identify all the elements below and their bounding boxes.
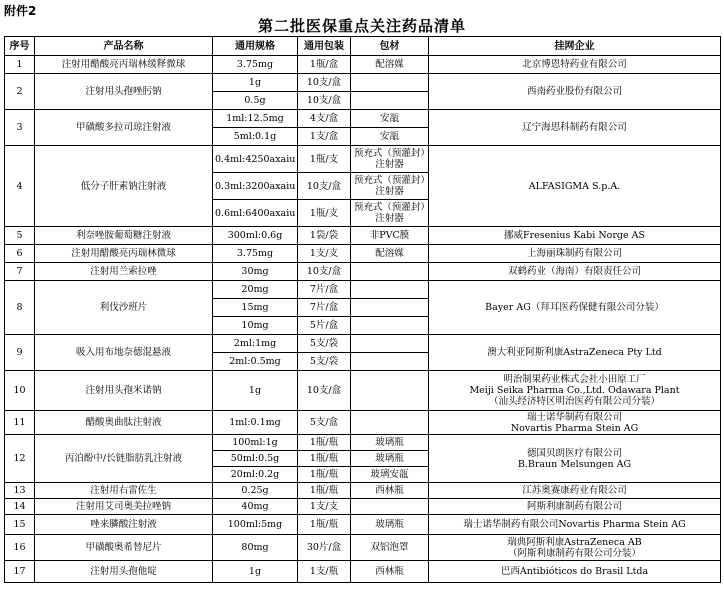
material-cell	[351, 411, 429, 435]
company-cell	[429, 146, 721, 227]
material-cell: 玻璃瓶	[351, 451, 429, 467]
table-row	[5, 411, 721, 435]
pack-cell: 10支/盒	[298, 92, 351, 110]
pack-cell: 10支/盒	[298, 371, 351, 411]
header-company: 挂网企业	[429, 37, 721, 56]
header-pack: 通用包装	[298, 37, 351, 56]
company-cell	[429, 110, 721, 146]
material-cell: 配溶媒	[351, 245, 429, 263]
material-cell: 双铝泡罩	[351, 535, 429, 561]
pack-cell: 1瓶/瓶	[298, 435, 351, 451]
product-name: 利奈唑胺葡萄糖注射液	[35, 227, 213, 245]
product-name: 甲磺酸奥希替尼片	[35, 535, 213, 561]
pack-cell: 7片/盒	[298, 281, 351, 299]
row-number: 11	[5, 411, 35, 435]
company-cell	[429, 483, 721, 499]
pack-cell: 5片/盒	[298, 317, 351, 335]
spec-cell: 50ml:0.5g	[213, 451, 298, 467]
material-cell	[351, 92, 429, 110]
spec-cell: 100ml:5mg	[213, 515, 298, 535]
pack-cell: 1瓶/瓶	[298, 467, 351, 483]
pack-cell: 10支/盒	[298, 74, 351, 92]
spec-cell: 20mg	[213, 281, 298, 299]
table-row	[5, 56, 721, 74]
pack-cell: 4支/盒	[298, 110, 351, 128]
product-name: 丙泊酚中/长链脂肪乳注射液	[35, 435, 213, 483]
table-row	[5, 110, 721, 128]
company-cell	[429, 515, 721, 535]
material-cell	[351, 263, 429, 281]
spec-cell: 30mg	[213, 263, 298, 281]
table-row	[5, 435, 721, 451]
company-line: 北京博恩特药业有限公司	[522, 59, 627, 70]
table-row	[5, 371, 721, 411]
company-line: 明治制果药业株式会社小田原工厂	[503, 374, 646, 385]
company-line: （阿斯利康制药有限公司分装）	[507, 547, 641, 559]
company-cell	[429, 535, 721, 561]
spec-cell: 1g	[213, 74, 298, 92]
pack-cell: 30片/盒	[298, 535, 351, 561]
row-number: 3	[5, 110, 35, 146]
product-name: 甲磺酸多拉司琼注射液	[35, 110, 213, 146]
spec-cell: 0.4ml:4250axaiu	[213, 146, 298, 173]
spec-cell: 2ml:1mg	[213, 335, 298, 353]
spec-cell: 1ml:12.5mg	[213, 110, 298, 128]
spec-cell: 100ml:1g	[213, 435, 298, 451]
material-cell: 西林瓶	[351, 561, 429, 583]
company-cell	[429, 227, 721, 245]
company-line: 西南药业股份有限公司	[526, 86, 622, 97]
pack-cell: 1瓶/瓶	[298, 515, 351, 535]
table-row	[5, 146, 721, 173]
table-row	[5, 245, 721, 263]
company-line: 挪威Fresenius Kabi Norge AS	[504, 230, 645, 241]
row-number: 7	[5, 263, 35, 281]
table-row	[5, 335, 721, 353]
row-number: 9	[5, 335, 35, 371]
row-number: 13	[5, 483, 35, 499]
spec-cell: 1ml:0.1mg	[213, 411, 298, 435]
spec-cell: 1g	[213, 561, 298, 583]
header-spec: 通用规格	[213, 37, 298, 56]
material-cell: 安瓿	[351, 110, 429, 128]
table-row	[5, 263, 721, 281]
company-line: 澳大利亚阿斯利康AstraZeneca Pty Ltd	[487, 347, 662, 358]
row-number: 14	[5, 499, 35, 515]
spec-cell: 1g	[213, 371, 298, 411]
material-cell	[351, 353, 429, 371]
pack-cell: 1支/盒	[298, 128, 351, 146]
material-cell	[351, 74, 429, 92]
pack-cell: 1袋/袋	[298, 227, 351, 245]
attachment-label: 附件2	[4, 4, 37, 18]
material-cell	[351, 335, 429, 353]
pack-cell: 5支/袋	[298, 353, 351, 371]
material-cell	[351, 371, 429, 411]
product-name: 注射用醋酸亮丙瑞林微球	[35, 245, 213, 263]
company-cell	[429, 335, 721, 371]
pack-cell: 1支/支	[298, 499, 351, 515]
company-cell	[429, 281, 721, 335]
company-line: ALFASIGMA S.p.A.	[528, 180, 621, 192]
pack-cell: 1瓶/瓶	[298, 483, 351, 499]
company-line: 上海丽珠制药有限公司	[526, 248, 622, 259]
product-name: 低分子肝素钠注射液	[35, 146, 213, 227]
drug-list-table	[4, 36, 721, 583]
spec-cell: 0.5g	[213, 92, 298, 110]
spec-cell: 10mg	[213, 317, 298, 335]
material-cell	[351, 499, 429, 515]
spec-cell: 0.25g	[213, 483, 298, 499]
material-cell: 玻璃安瓿	[351, 467, 429, 483]
material-cell: 安瓿	[351, 128, 429, 146]
company-line: （汕头经济特区明治医药有限公司分装）	[488, 396, 660, 407]
row-number: 12	[5, 435, 35, 483]
row-number: 16	[5, 535, 35, 561]
pack-cell: 5支/盒	[298, 411, 351, 435]
product-name: 唑来膦酸注射液	[35, 515, 213, 535]
spec-cell: 300ml:0.6g	[213, 227, 298, 245]
header-material: 包材	[351, 37, 429, 56]
company-line: 瑞典阿斯利康AstraZeneca AB	[507, 536, 642, 548]
company-line: 辽宁海思科制药有限公司	[522, 122, 627, 133]
spec-cell: 40mg	[213, 499, 298, 515]
company-line: 阿斯利康制药有限公司	[526, 501, 622, 512]
company-line: 巴西Antibióticos do Brasil Ltda	[500, 566, 649, 577]
table-row	[5, 227, 721, 245]
row-number: 10	[5, 371, 35, 411]
company-line: Bayer AG（拜耳医药保健有限公司分装）	[485, 302, 664, 313]
row-number: 6	[5, 245, 35, 263]
table-row	[5, 74, 721, 92]
company-line: 德国贝朗医疗有限公司	[526, 447, 622, 459]
product-name: 注射用头孢唑肟钠	[35, 74, 213, 110]
company-line: Novartis Pharma Stein AG	[510, 422, 639, 434]
company-line: 瑞士诺华制药有限公司Novartis Pharma Stein AG	[463, 519, 686, 530]
spec-cell: 80mg	[213, 535, 298, 561]
pack-cell: 5支/袋	[298, 335, 351, 353]
company-cell	[429, 411, 721, 435]
company-line: 瑞士诺华制药有限公司	[526, 411, 622, 423]
pack-cell: 1瓶/瓶	[298, 451, 351, 467]
pack-cell: 1瓶/支	[298, 146, 351, 173]
material-cell	[351, 281, 429, 299]
material-cell: 配溶媒	[351, 56, 429, 74]
header-no: 序号	[5, 37, 35, 56]
product-name: 醋酸奥曲肽注射液	[35, 411, 213, 435]
company-cell	[429, 371, 721, 411]
row-number: 5	[5, 227, 35, 245]
company-cell	[429, 74, 721, 110]
pack-cell: 7片/盒	[298, 299, 351, 317]
spec-cell: 15mg	[213, 299, 298, 317]
product-name: 注射用兰索拉唑	[35, 263, 213, 281]
material-cell: 预充式（预灌封）注射器	[351, 146, 429, 173]
company-cell	[429, 499, 721, 515]
material-cell: 玻璃瓶	[351, 435, 429, 451]
company-cell	[429, 56, 721, 74]
product-name: 注射用头孢他啶	[35, 561, 213, 583]
row-number: 17	[5, 561, 35, 583]
company-line: 江苏奥赛康药业有限公司	[522, 485, 627, 496]
table-row	[5, 499, 721, 515]
product-name: 注射用头孢米诺钠	[35, 371, 213, 411]
company-cell	[429, 435, 721, 483]
company-cell	[429, 561, 721, 583]
table-row	[5, 483, 721, 499]
material-cell: 玻璃瓶	[351, 515, 429, 535]
company-cell	[429, 263, 721, 281]
product-name: 注射用右雷佐生	[35, 483, 213, 499]
spec-cell: 3.75mg	[213, 245, 298, 263]
row-number: 1	[5, 56, 35, 74]
spec-cell: 5ml:0.1g	[213, 128, 298, 146]
pack-cell: 1支/支	[298, 245, 351, 263]
product-name: 注射用醋酸亮丙瑞林缓释微球	[35, 56, 213, 74]
material-cell: 预充式（预灌封）注射器	[351, 173, 429, 200]
spec-cell: 0.6ml:6400axaiu	[213, 200, 298, 227]
row-number: 15	[5, 515, 35, 535]
table-row	[5, 561, 721, 583]
pack-cell: 10支/盒	[298, 173, 351, 200]
company-line: B.Braun Melsungen AG	[517, 458, 632, 470]
spec-cell: 2ml:0.5mg	[213, 353, 298, 371]
material-cell	[351, 299, 429, 317]
pack-cell: 1支/瓶	[298, 561, 351, 583]
table-header-row	[5, 37, 721, 56]
spec-cell: 0.3ml:3200axaiu	[213, 173, 298, 200]
pack-cell: 1瓶/盒	[298, 56, 351, 74]
table-row	[5, 281, 721, 299]
product-name: 利伐沙班片	[35, 281, 213, 335]
table-row	[5, 535, 721, 561]
page-title: 第二批医保重点关注药品清单	[257, 17, 466, 35]
row-number: 4	[5, 146, 35, 227]
product-name: 注射用艾司奥美拉唑钠	[35, 499, 213, 515]
header-product-name: 产品名称	[35, 37, 213, 56]
company-line: Meiji Seika Pharma Co.,Ltd. Odawara Plant	[469, 385, 680, 396]
spec-cell: 20ml:0.2g	[213, 467, 298, 483]
table-row	[5, 515, 721, 535]
pack-cell: 1瓶/支	[298, 200, 351, 227]
company-line: 双鹤药业（海南）有限责任公司	[507, 266, 641, 277]
material-cell: 西林瓶	[351, 483, 429, 499]
pack-cell: 10支/盒	[298, 263, 351, 281]
company-cell	[429, 245, 721, 263]
material-cell	[351, 317, 429, 335]
product-name: 吸入用布地奈德混悬液	[35, 335, 213, 371]
spec-cell: 3.75mg	[213, 56, 298, 74]
material-cell: 预充式（预灌封）注射器	[351, 200, 429, 227]
material-cell: 非PVC膜	[351, 227, 429, 245]
row-number: 2	[5, 74, 35, 110]
row-number: 8	[5, 281, 35, 335]
